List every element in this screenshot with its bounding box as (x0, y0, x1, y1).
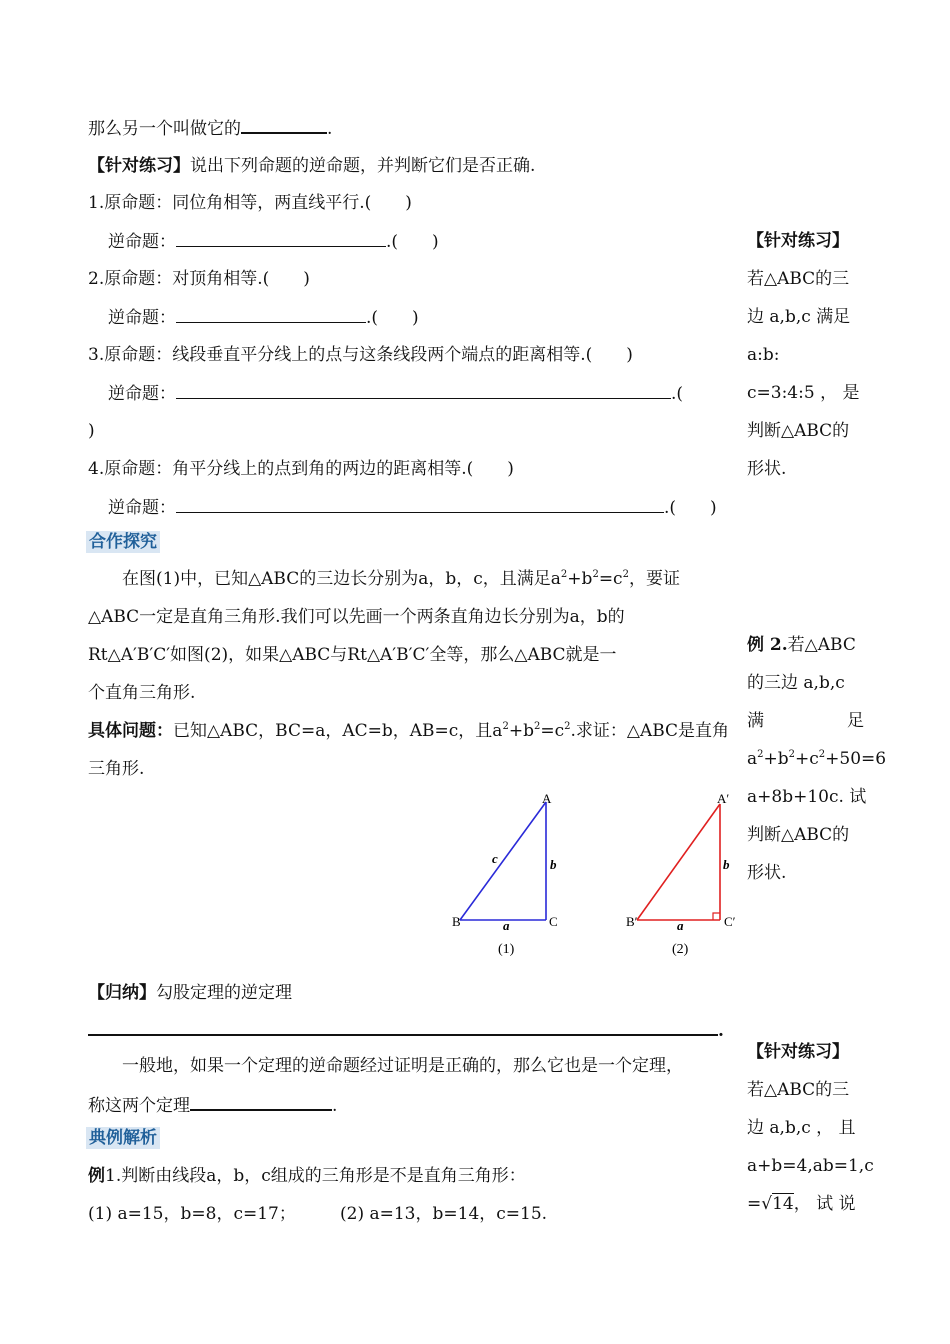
word-zu: 足 (847, 711, 864, 731)
intro-end: . (327, 119, 333, 139)
problem-text-c: =c (540, 721, 565, 741)
example-1-q2: (2) a=13，b=14，c=15. (340, 1204, 548, 1224)
explore-line-3: Rt△A′B′C′如图(2)，如果△ABC与Rt△A′B′C′全等，那么△ABC就是一 (88, 645, 617, 665)
side-c (460, 802, 546, 920)
sidebar-line: 边 a,b,c 满足 (747, 307, 851, 327)
converse-label: 逆命题： (108, 498, 176, 518)
sidebar-line: a+8b+10c. 试 (747, 787, 867, 807)
explore-text-1d: ，要证 (628, 569, 680, 589)
sidebar-line: a:b: (747, 345, 780, 365)
converse-label: 逆命题： (108, 232, 176, 252)
explore-line-1 (122, 568, 680, 590)
example-label: 例 (88, 1166, 105, 1186)
converse-label: 逆命题： (108, 384, 176, 404)
problem-label: 具体问题： (88, 721, 173, 741)
explore-line-2: △ABC一定是直角三角形.我们可以先画一个两条直角边长分别为a，b的 (88, 607, 625, 627)
explore-text-1c: =c (598, 569, 623, 589)
problem-text-d: .求证：△ABC是直角 (570, 721, 730, 741)
sidebar-line: 边 a,b,c ， 且 (747, 1118, 856, 1138)
example-1-line (88, 1165, 526, 1187)
summary-text: 勾股定理的逆定理 (156, 983, 292, 1003)
sidebar-line: c=3:4:5 ， 是 (747, 383, 860, 403)
item-3-original: 3.原命题：线段垂直平分线上的点与这条线段两个端点的距离相等.( ) (88, 345, 633, 365)
superscript: 2 (757, 749, 764, 760)
vertex-b-label: B (452, 914, 461, 929)
converse-blank[interactable] (176, 230, 386, 247)
superscript: 2 (560, 569, 568, 580)
side-b-label: b (550, 857, 557, 872)
figure-1 (452, 791, 558, 957)
hypotenuse (637, 804, 720, 920)
sidebar-line: 判断△ABC的 (747, 421, 850, 441)
eq-part: ， 试 说 (793, 1194, 856, 1214)
vertex-b-prime-label: B′ (626, 914, 638, 929)
side-b-label: b (723, 857, 730, 872)
examples-heading: 典例解析 (86, 1127, 160, 1149)
word-man: 满 (747, 711, 764, 731)
sidebar-line: 形状. (747, 459, 787, 479)
eq-part: a (747, 749, 758, 769)
explore-text-1b: +b (567, 569, 593, 589)
general-line-2 (88, 1093, 337, 1117)
figure-2 (626, 791, 736, 957)
example-2-heading (747, 634, 856, 656)
converse-end: .( ) (386, 232, 439, 252)
root-number: 14 (772, 1194, 794, 1214)
converse-end: .( (671, 384, 684, 404)
sidebar-root-line (747, 1193, 856, 1215)
summary-line (88, 982, 292, 1004)
superscript: 2 (564, 721, 571, 732)
side-a-label: a (677, 918, 684, 933)
practice-heading-line (88, 155, 535, 177)
right-angle-mark (713, 913, 720, 920)
example-1-text: 1.判断由线段a，b，c组成的三角形是不是直角三角形： (105, 1166, 526, 1186)
sidebar-justified-line (747, 710, 864, 732)
converse-label: 逆命题： (108, 308, 176, 328)
problem-line-1 (88, 720, 729, 742)
superscript: 2 (818, 749, 826, 760)
sidebar-heading: 【针对练习】 (747, 1042, 849, 1062)
vertex-c-prime-label: C′ (724, 914, 736, 929)
converse-blank[interactable] (176, 496, 664, 513)
item-1-original: 1.原命题：同位角相等，两直线平行.( ) (88, 193, 412, 213)
eq-part: +c (795, 749, 819, 769)
converse-blank[interactable] (176, 382, 671, 399)
example-1-q1: (1) a=15，b=8，c=17； (88, 1204, 296, 1224)
eq-part: +b (763, 749, 789, 769)
practice-instruction: 说出下列命题的逆命题，并判断它们是否正确. (190, 156, 536, 176)
sidebar-line: 的三边 a,b,c (747, 673, 845, 693)
side-c-label: c (492, 851, 498, 866)
general-line-1: 一般地，如果一个定理的逆命题经过证明是正确的，那么它也是一个定理， (122, 1056, 683, 1076)
superscript: 2 (592, 569, 599, 580)
sidebar-line: 若△ABC的三 (747, 1080, 850, 1100)
sidebar-equation (747, 748, 886, 770)
eq-part: +50=6 (825, 749, 887, 769)
example-2-first: 若△ABC (787, 635, 856, 655)
general-blank[interactable] (190, 1093, 332, 1111)
answer-blank[interactable] (241, 116, 327, 134)
item-4-original: 4.原命题：角平分线上的点到角的两边的距离相等.( ) (88, 459, 514, 479)
item-2-original: 2.原命题：对顶角相等.( ) (88, 269, 310, 289)
explore-text-1a: 在图(1)中，已知△ABC的三边长分别为a，b，c，且满足a (122, 569, 561, 589)
sidebar-line: 判断△ABC的 (747, 825, 850, 845)
intro-text: 那么另一个叫做它的 (88, 119, 241, 139)
sidebar-line: a+b=4,ab=1,c (747, 1156, 874, 1176)
figure-2-caption: (2) (672, 942, 689, 957)
problem-line-2: 三角形. (88, 759, 145, 779)
item-3-converse (108, 382, 683, 405)
vertex-a-prime-label: A′ (717, 791, 730, 806)
item-2-converse (108, 306, 419, 329)
practice-heading: 【针对练习】 (88, 156, 190, 176)
problem-text-a: 已知△ABC，BC=a，AC=b，AB=c，且a (173, 721, 503, 741)
example-2-label: 例 2. (747, 635, 788, 655)
summary-label: 【归纳】 (88, 983, 156, 1003)
figure-1-caption: (1) (498, 942, 515, 957)
eq-part: = (747, 1194, 762, 1214)
explore-line-4: 个直角三角形. (88, 683, 196, 703)
converse-blank[interactable] (176, 306, 366, 323)
converse-end: .( ) (664, 498, 717, 518)
item-3-wrap: ) (88, 421, 95, 441)
superscript: 2 (788, 749, 796, 760)
superscript: 2 (622, 569, 629, 580)
converse-end: .( ) (366, 308, 419, 328)
vertex-c-label: C (549, 914, 558, 929)
sqrt-icon: √ (761, 1194, 773, 1214)
summary-end: . (718, 1021, 724, 1041)
item-4-converse (108, 496, 717, 519)
item-1-converse (108, 230, 439, 253)
problem-text-b: +b (508, 721, 534, 741)
sidebar-heading: 【针对练习】 (747, 231, 849, 251)
intro-line (88, 116, 332, 140)
vertex-a-label: A (542, 791, 552, 806)
sidebar-line: 若△ABC的三 (747, 269, 850, 289)
explore-heading: 合作探究 (86, 531, 160, 553)
summary-answer-line (88, 1018, 724, 1042)
general-end: . (332, 1096, 338, 1116)
summary-blank[interactable] (88, 1018, 718, 1036)
general-text: 称这两个定理 (88, 1096, 190, 1116)
superscript: 2 (533, 721, 541, 732)
sidebar-line: 形状. (747, 863, 787, 883)
superscript: 2 (502, 721, 509, 732)
triangle-figures (440, 785, 750, 965)
side-a-label: a (503, 918, 510, 933)
